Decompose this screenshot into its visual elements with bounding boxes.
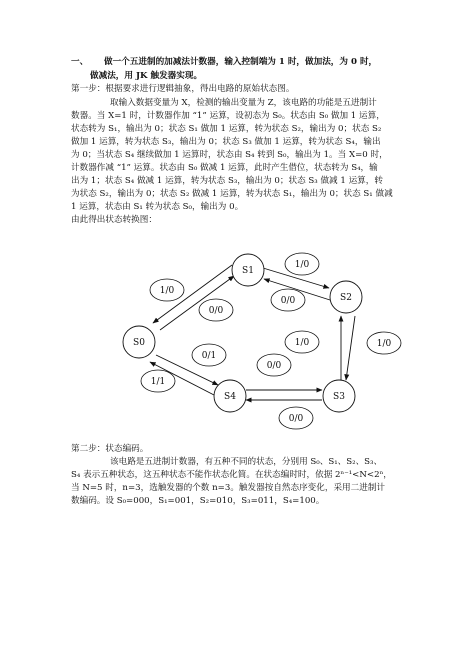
step1-line: 做加 1 运算，转为状态 S₃，输出为 0；状态 S₃ 做加 1 运算，转为状态 S₄，输出 (71, 137, 381, 147)
edge-label: 1/0 (159, 286, 175, 296)
step1-line: 计数器作减 “1” 运算。状态由 S₀ 做减 1 运算，此时产生借位，状态转为 S₄，输 (71, 163, 378, 173)
state-s2-label: S2 (340, 293, 352, 303)
step2-line: 数编码。设 S₀=000，S₁=001，S₂=010，S₃=011，S₄=100。 (71, 496, 325, 506)
edge-label: 0/0 (266, 361, 282, 371)
heading-line-2: 做减法，用 JK 触发器实现。 (90, 71, 203, 81)
step1-line: 取输入数据变量为 X，检测的输出变量为 Z，该电路的功能是五进制计 (110, 98, 377, 108)
step1-line: 为状态 S₂，输出为 0；状态 S₂ 做减 1 运算，转为状态 S₁，输出为 0；状态 S₁ 做减 (71, 189, 393, 199)
edge-label: 0/0 (280, 296, 296, 306)
edge-label: 0/1 (201, 351, 217, 361)
state-s0-label: S0 (133, 338, 145, 348)
step1-line: 第一步：根据要求进行逻辑抽象，得出电路的原始状态图。 (71, 84, 295, 94)
step1-line: 1 运算，状态由 S₁ 转为状态 S₀，输出为 0。 (71, 202, 244, 212)
step1-line: 为 0；当状态 S₄ 继续做加 1 运算时，状态由 S₄ 转到 S₀，输出为 1。当 X=0 时， (71, 150, 388, 160)
edge-label: 1/0 (294, 338, 310, 348)
step2-line: 第二步：状态编码。 (71, 444, 149, 454)
step1-line: 由此得出状态转换图： (71, 215, 157, 225)
step1-line: 出为 1；状态 S₄ 做减 1 运算，转为状态 S₃，输出为 0；状态 S₃ 做减 1 运算，转 (71, 176, 383, 186)
heading-line-1: 做一个五进制的加减法计数器，输入控制端为 1 时，做加法，为 0 时， (104, 57, 378, 67)
state-s4-label: S4 (224, 392, 236, 402)
step2-line: S₄ 表示五种状态，这五种状态不能作状态化简。在状态编时时，依据 2ⁿ⁻¹<N<2ⁿ， (71, 470, 392, 480)
state-s1-label: S1 (242, 266, 254, 276)
heading-number: 一、 (71, 57, 89, 67)
edge-label: 1/1 (150, 377, 166, 387)
edge-label: 1/0 (294, 260, 310, 270)
edge-label: 0/0 (288, 414, 304, 424)
edge-label: 0/0 (208, 306, 224, 316)
step2-line: 当 N=5 时，n=3，选触发器的个数 n=3。触发器按自然态序变化，采用二进制计 (71, 483, 386, 493)
edge-label: 1/0 (376, 339, 392, 349)
step1-line: 数器。当 X=1 时，计数器作加 “1” 运算，设初态为 S₀。状态由 S₀ 做加 1 运算， (71, 111, 385, 121)
step1-line: 状态转为 S₁，输出为 0；状态 S₁ 做加 1 运算，转为状态 S₂，输出为 0；状态 S₂ (71, 124, 382, 134)
edge-s2-s3 (346, 316, 355, 380)
step2-line: 该电路是五进制计数器，有五种不同的状态，分别用 S₀、S₁、S₂、S₃、 (110, 457, 383, 467)
state-s3-label: S3 (333, 392, 345, 402)
